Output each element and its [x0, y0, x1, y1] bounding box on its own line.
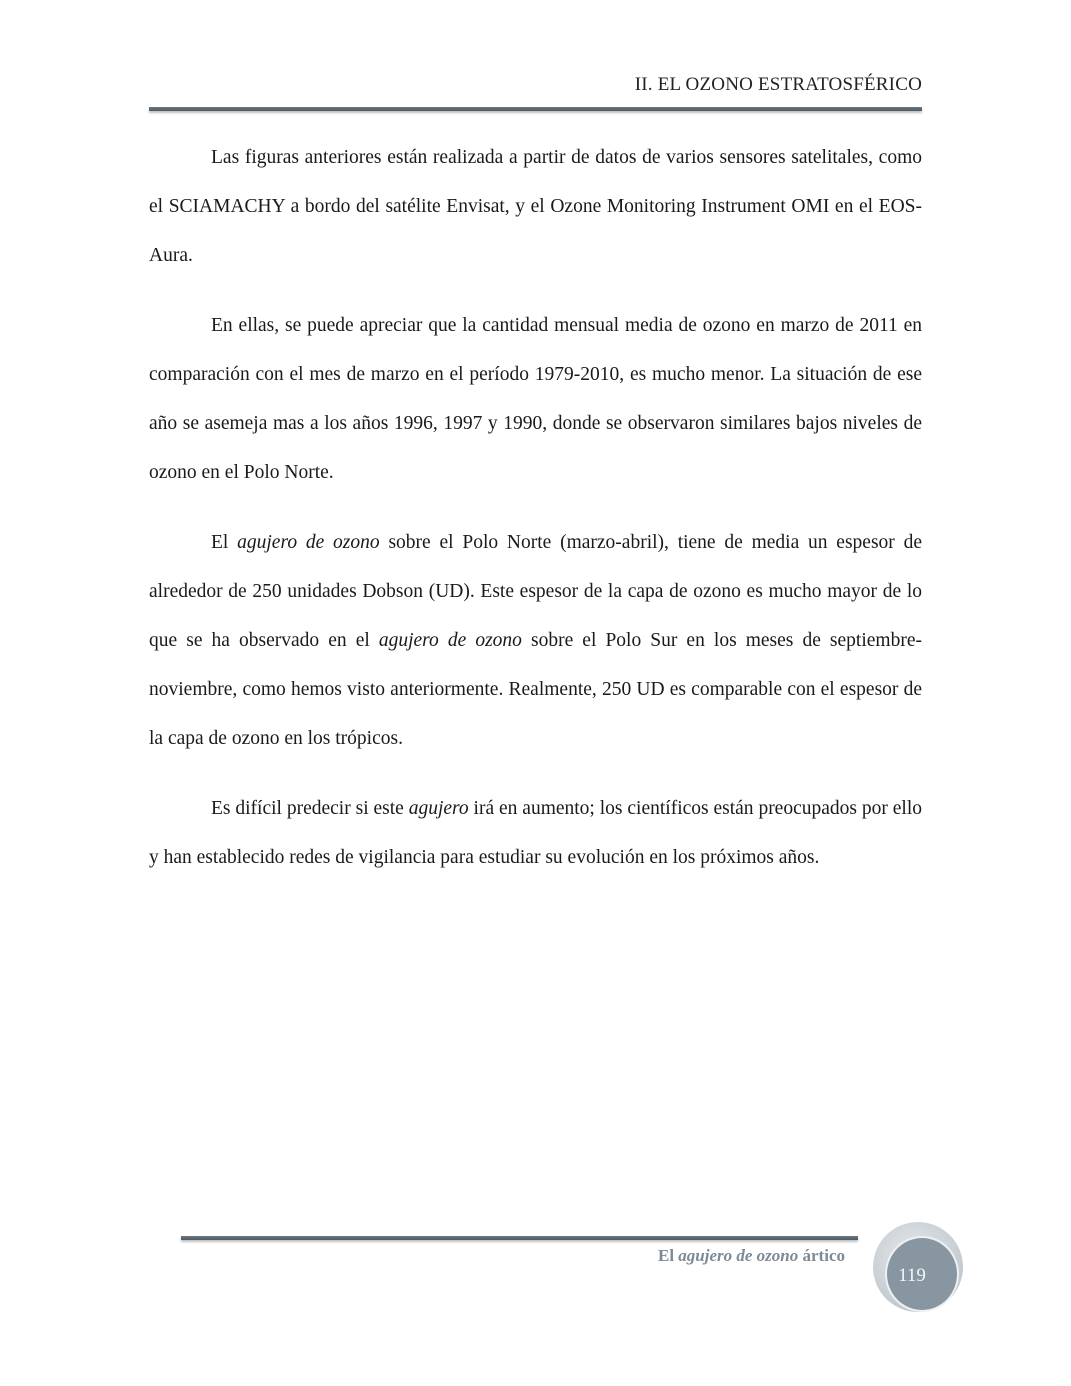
italic-term: agujero de ozono: [237, 532, 380, 553]
header-rule: [149, 107, 922, 111]
paragraph: [149, 133, 922, 280]
italic-term: agujero de ozono: [378, 630, 522, 651]
page-number: 119: [898, 1265, 926, 1286]
footer-suffix: ártico: [798, 1246, 845, 1265]
running-footer: [658, 1246, 845, 1266]
paragraph: [149, 518, 922, 763]
text-segment: sobre el Polo Norte (marzo-abril), tiene de media un espesor de alrededor de 250 unidades Dobson (UD). Este espesor de la capa de ozono es mucho mayor de lo que se ha observado en el: [149, 532, 922, 651]
text-segment: sobre el Polo Sur en los meses de septiembre-noviembre, como hemos visto anteriormente. Realmente, 250 UD es comparable con el espesor de la capa de ozono en los trópicos.: [149, 630, 922, 749]
text-segment: Las figuras anteriores están realizada a partir de datos de varios sensores satelitales, como el SCIAMACHY a bordo del satélite Envisat, y el Ozone Monitoring Instrument OMI en el EOS-Aura.: [149, 147, 922, 266]
italic-term: agujero: [408, 798, 469, 819]
paragraph: [149, 784, 922, 882]
footer-rule: [181, 1236, 858, 1240]
text-segment: El: [211, 532, 238, 553]
footer-italic: agujero de ozono: [678, 1246, 799, 1265]
text-segment: Es difícil predecir si este: [211, 798, 409, 819]
text-segment: irá en aumento; los científicos están preocupados por ello y han establecido redes de vigilancia para estudiar su evolución en los próximos años.: [149, 798, 922, 868]
running-header: II. EL OZONO ESTRATOSFÉRICO: [634, 74, 922, 95]
footer-prefix: El: [657, 1246, 679, 1265]
text-segment: En ellas, se puede apreciar que la cantidad mensual media de ozono en marzo de 2011 en comparación con el mes de marzo en el período 1979-2010, es mucho menor. La situación de ese año se asemeja mas a los años 1996, 1997 y 1990, donde se observaron similares bajos niveles de ozono en el Polo Norte.: [149, 315, 922, 483]
body-text: [149, 133, 922, 903]
paragraph: [149, 301, 922, 497]
